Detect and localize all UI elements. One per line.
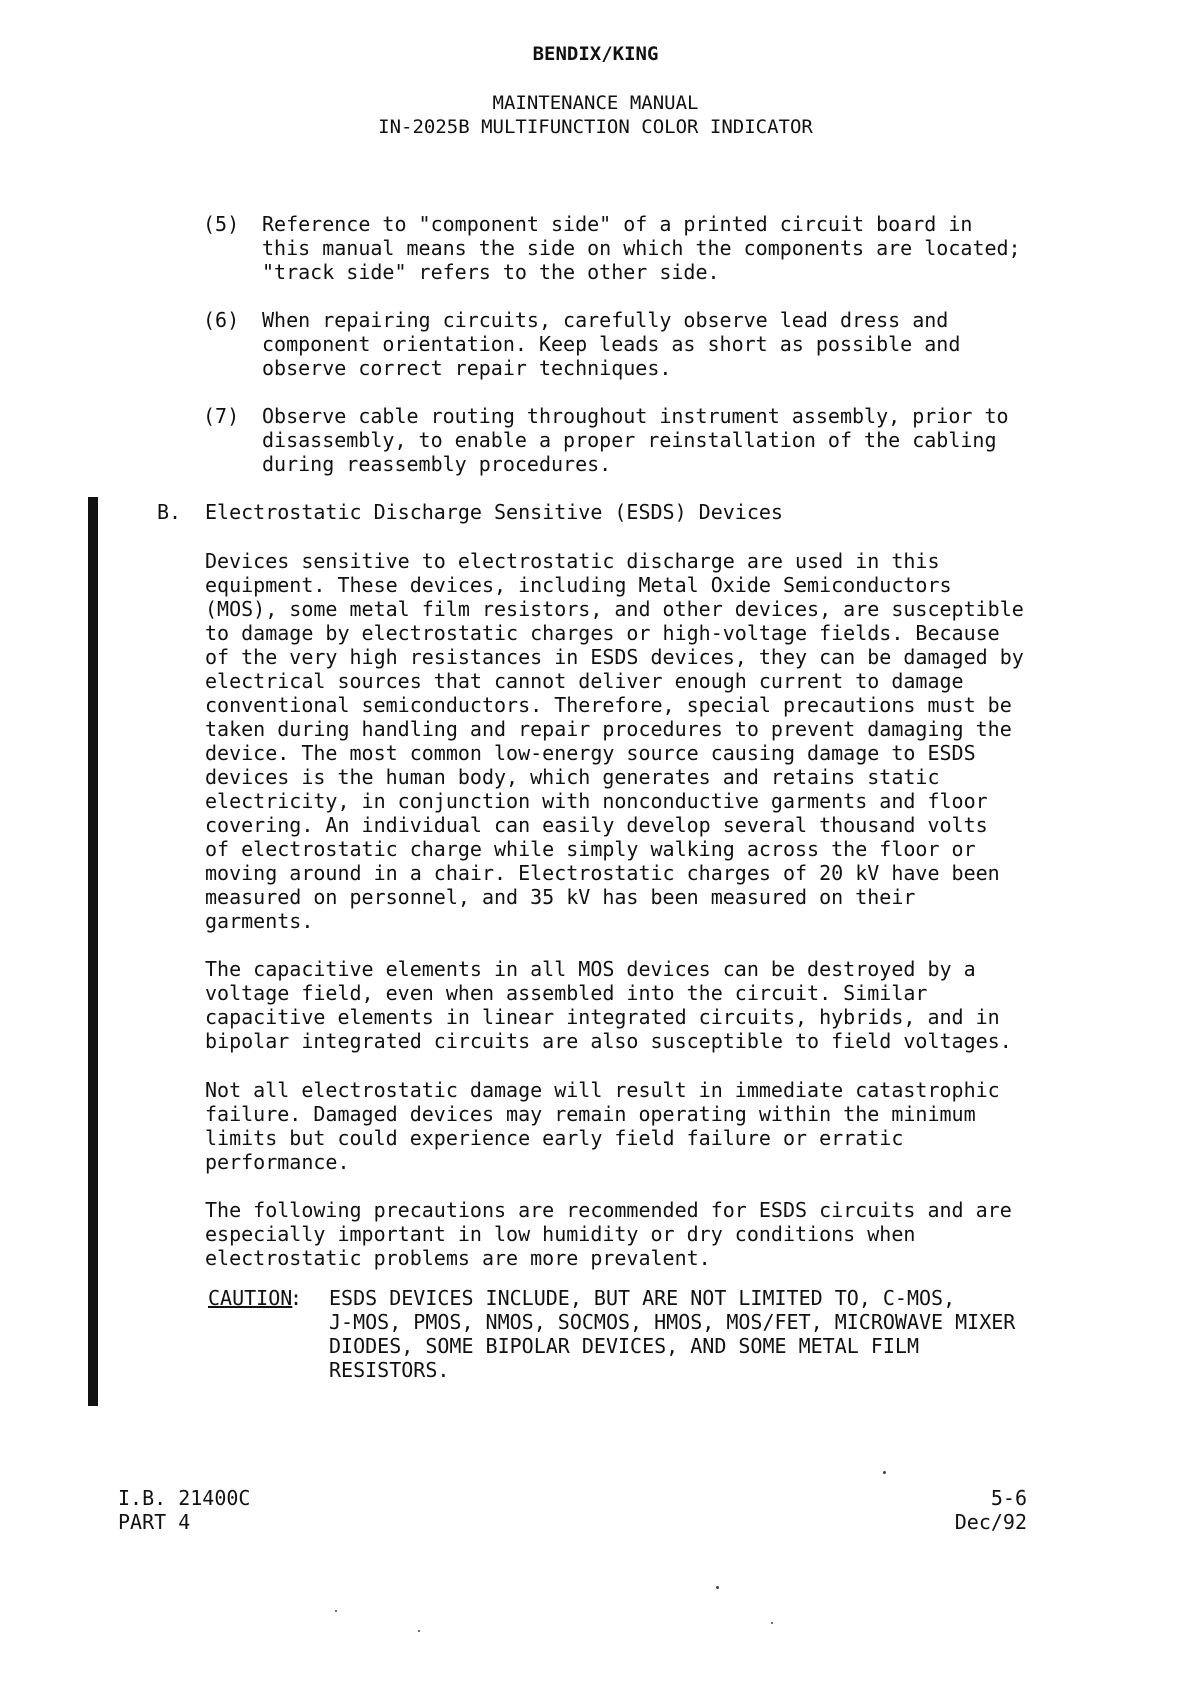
- caution-text: ESDS DEVICES INCLUDE, BUT ARE NOT LIMITED TO, C-MOS, J-MOS, PMOS, NMOS, SOCMOS, HMOS, MOS/FET, MICROWAVE MIXER DIODES, SOME BIPOLAR DEVICES, AND SOME METAL FILM RESISTORS.: [329, 1286, 1016, 1382]
- scan-speck: [418, 1630, 420, 1632]
- manual-type-header: MAINTENANCE MANUAL: [492, 92, 699, 114]
- footer-document-id: I.B. 21400C PART 4: [118, 1486, 251, 1534]
- list-item-text: Reference to "component side" of a printed circuit board in this manual means the side on which the components are located; "track side" refers to the other side.: [262, 212, 1021, 284]
- footer-page-date: 5-6 Dec/92: [954, 1486, 1027, 1534]
- list-item-6: [203, 308, 1053, 380]
- caution-colon: :: [290, 1286, 303, 1310]
- list-item-7: [203, 404, 1053, 476]
- list-item-5: [203, 212, 1053, 284]
- paragraph-damage-failure: Not all electrostatic damage will result in immediate catastrophic failure. Damaged devices may remain operating within the minimum limits but could experience early field failure or erratic performance.: [205, 1078, 1000, 1174]
- revision-change-bar: [88, 497, 98, 1406]
- scan-speck: [771, 1622, 773, 1624]
- caution-label: CAUTION: [208, 1286, 293, 1310]
- section-title: Electrostatic Discharge Sensitive (ESDS) Devices: [205, 500, 783, 524]
- paragraph-precautions: The following precautions are recommended for ESDS circuits and are especially important in low humidity or dry conditions when electrostatic problems are more prevalent.: [205, 1198, 1012, 1270]
- list-item-number: (7): [203, 404, 240, 428]
- list-item-number: (5): [203, 212, 240, 236]
- scan-speck: [883, 1471, 886, 1474]
- scan-speck: [716, 1586, 719, 1589]
- list-item-text: When repairing circuits, carefully observe lead dress and component orientation. Keep leads as short as possible and observe correct repair techniques.: [262, 308, 961, 380]
- list-item-text: Observe cable routing throughout instrument assembly, prior to disassembly, to enable a proper reinstallation of the cabling during reassembly procedures.: [262, 404, 1009, 476]
- section-letter: B.: [157, 500, 182, 524]
- company-header: BENDIX/KING: [532, 43, 659, 65]
- manual-subject-header: IN-2025B MULTIFUNCTION COLOR INDICATOR: [378, 116, 813, 138]
- paragraph-capacitive-elements: The capacitive elements in all MOS devices can be destroyed by a voltage field, even when assembled into the circuit. Similar capacitive elements in linear integrated circuits, hybrids, and in bipolar integrated circuits are also susceptible to field voltages.: [205, 957, 1012, 1053]
- scan-speck: [335, 1610, 337, 1612]
- list-item-number: (6): [203, 308, 240, 332]
- paragraph-esds-intro: Devices sensitive to electrostatic discharge are used in this equipment. These devices, including Metal Oxide Semiconductors (MOS), some metal film resistors, and other devices, are susceptible to damage by electrostatic charges or high-voltage fields. Because of the very high resistances in ESDS devices, they can be damaged by electrical sources that cannot deliver enough current to damage conventional semiconductors. Therefore, special precautions must be taken during handling and repair procedures to prevent damaging the device. The most common low-energy source causing damage to ESDS devices is the human body, which generates and retains static electricity, in conjunction with nonconductive garments and floor covering. An individual can easily develop several thousand volts of electrostatic charge while simply walking across the floor or moving around in a chair. Electrostatic charges of 20 kV have been measured on personnel, and 35 kV has been measured on their garments.: [205, 549, 1024, 933]
